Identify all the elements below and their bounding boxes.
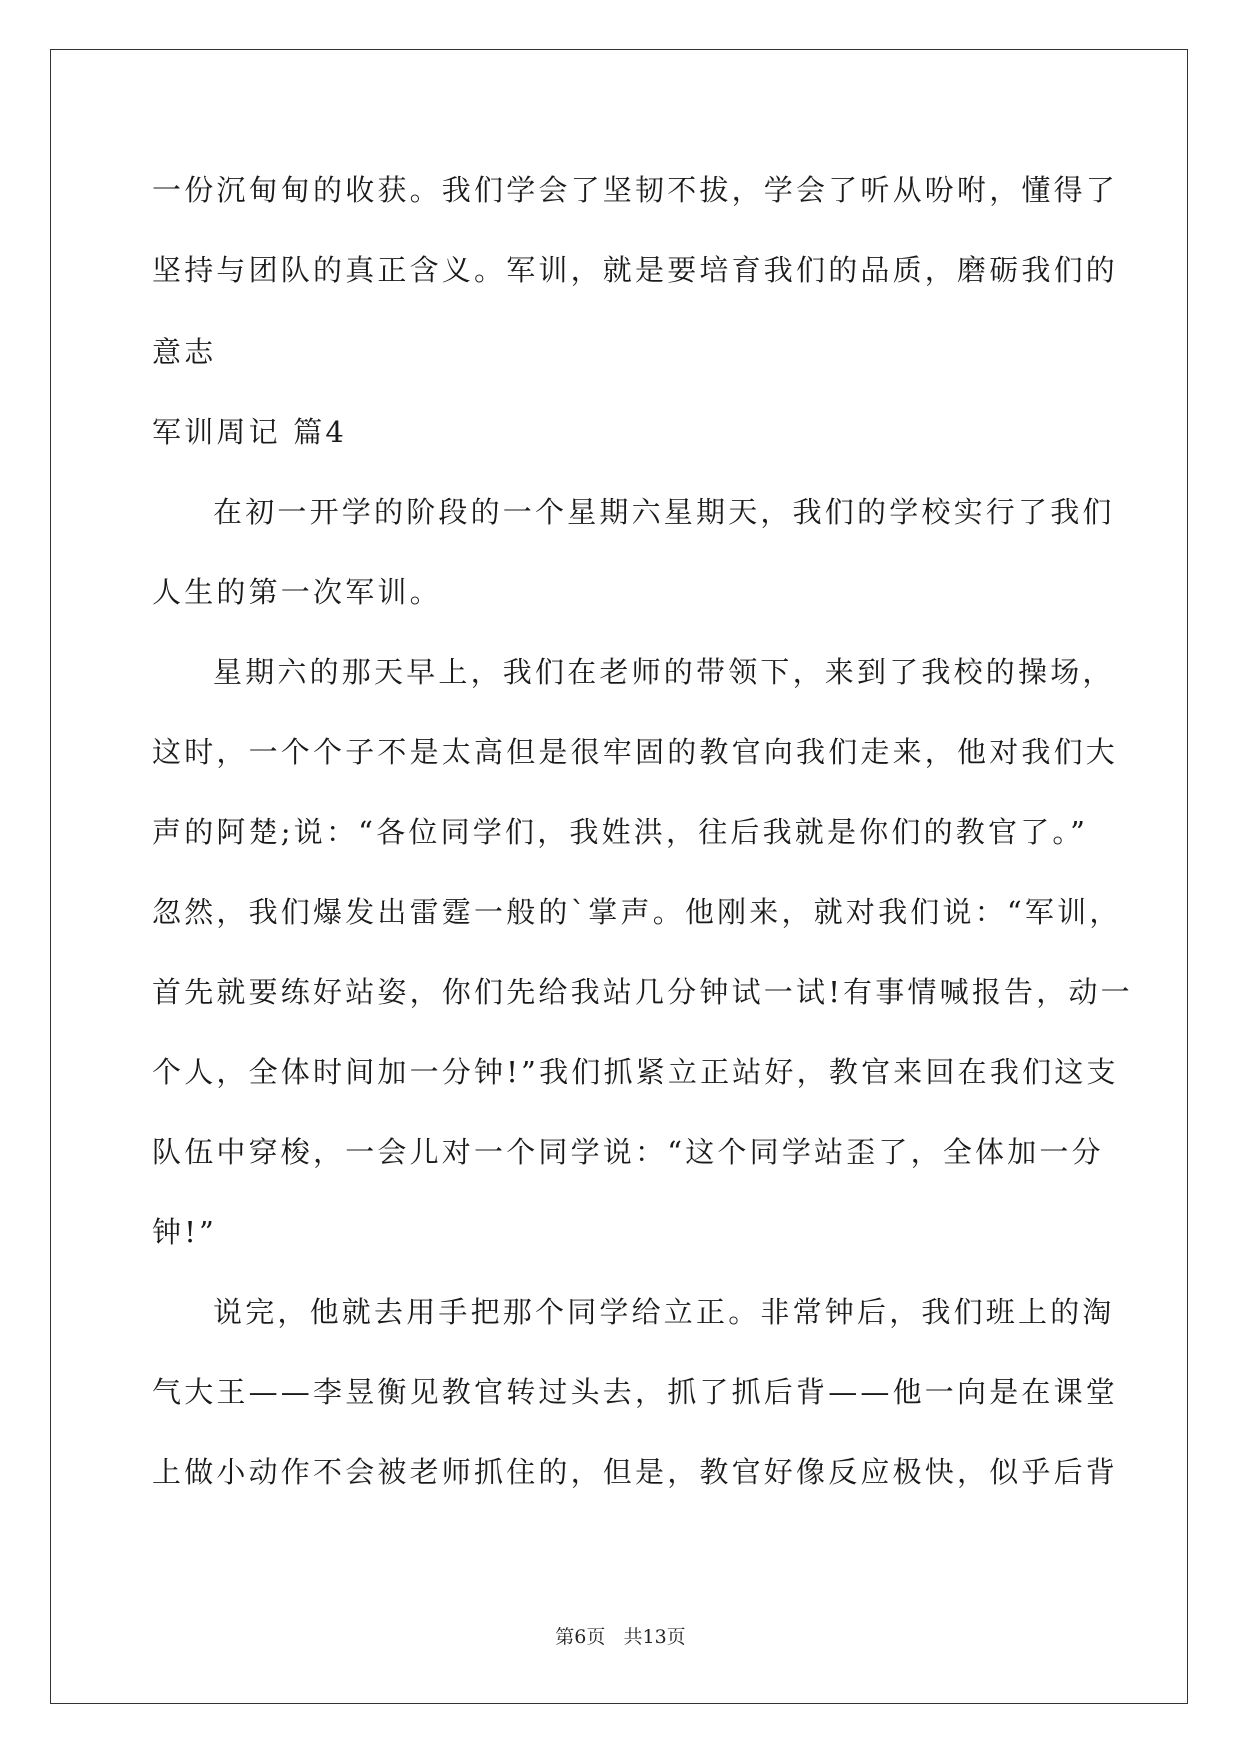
body-text-line: 忽然，我们爆发出雷霆一般的`掌声。他刚来，就对我们说：“军训， [152, 895, 1122, 929]
body-text-line: 上做小动作不会被老师抓住的，但是，教官好像反应极快，似乎后背 [152, 1455, 1119, 1489]
paragraph-start-line: 星期六的那天早上，我们在老师的带领下，来到了我校的操场， [213, 655, 1115, 689]
body-text-line: 坚持与团队的真正含义。军训，就是要培育我们的品质，磨砺我们的 [152, 253, 1119, 287]
paragraph-start-line: 在初一开学的阶段的一个星期六星期天，我们的学校实行了我们 [213, 495, 1115, 529]
body-text-line: 意志 [152, 335, 217, 369]
body-text-line: 一份沉甸甸的收获。我们学会了坚韧不拔，学会了听从吩咐，懂得了 [152, 173, 1119, 207]
body-text-line: 钟!” [152, 1215, 218, 1249]
section-heading: 军训周记 篇4 [152, 415, 348, 449]
body-text-line: 队伍中穿梭，一会儿对一个同学说：“这个同学站歪了，全体加一分 [152, 1135, 1104, 1169]
body-text-line: 个人，全体时间加一分钟!”我们抓紧立正站好，教官来回在我们这支 [152, 1055, 1119, 1089]
body-text-line: 声的阿楚;说：“各位同学们，我姓洪，往后我就是你们的教官了。” [152, 815, 1089, 849]
body-text-line: 人生的第一次军训。 [152, 575, 442, 609]
body-text-line: 气大王——李昱衡见教官转过头去，抓了抓后背——他一向是在课堂 [152, 1375, 1119, 1409]
paragraph-start-line: 说完，他就去用手把那个同学给立正。非常钟后，我们班上的淘 [213, 1295, 1115, 1329]
body-text-line: 这时，一个个子不是太高但是很牢固的教官向我们走来，他对我们大 [152, 735, 1119, 769]
body-text-line: 首先就要练好站姿，你们先给我站几分钟试一试!有事情喊报告，动一 [152, 975, 1133, 1009]
page-number-footer: 第6页 共13页 [555, 1626, 686, 1648]
